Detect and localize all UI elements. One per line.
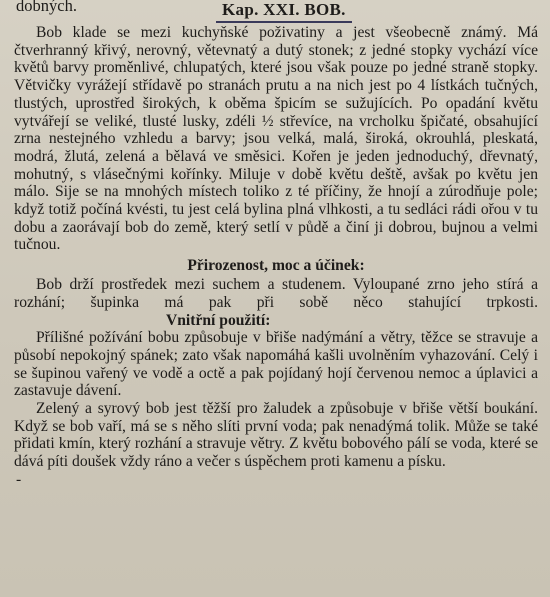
section-heading-internal-use: Vnitřní použití:	[166, 311, 271, 329]
chapter-title: Kap. XXI. BOB.	[216, 0, 352, 23]
nature-paragraph	[14, 276, 538, 329]
page-top-line	[14, 0, 538, 24]
nature-paragraph-text: Bob drží prostředek mezi suchem a studenem. Vyloupané zrno jeho stírá a rozhání; šupinka má pak při sobě něco stahující trpkosti.	[14, 276, 538, 311]
section-heading-nature: Přirozenost, moc a účinek:	[187, 257, 365, 275]
previous-text-tail: dobných.	[16, 0, 77, 15]
internal-use-paragraph-1: Přílišné požívání bobu způsobuje v břiše nadýmání a větry, těžce se stravuje a působí nepokojný spánek; zato však napomáhá kašli uvolněním vyhazování. Celý i se šupinou vařený ve vodě a octě a pak pojídaný hojí červenou nemoc a úplavici a zastavuje dávení.	[14, 329, 538, 400]
trailing-mark: -	[16, 470, 22, 488]
intro-paragraph: Bob klade se mezi kuchyňské poživatiny a jest všeobecně známý. Má čtverhranný křivý, nerovný, větevnatý a dutý stonek; z jedné stopky vychází více květů barvy proměnlivé, chlupatých, které jsou však pouze po jedné straně stopky. Větvičky vyrážejí střídavě po stranách prutu a na nich jest po 4 lístkách tučných, tlustých, uprostřed širokých, k oběma špicím se sužujících. Po opadání květu vytvářejí se veliké, tlusté lusky, zdéli ½ střevíce, na vrcholku špičaté, obsahující zrna nestejného vzhledu a barvy; jsou velká, malá, široká, okrouhlá, pleskatá, modrá, žlutá, zelená a bělavá ve směsici. Kořen je jeden jednoduchý, dřevnatý, mohutný, s vlásečnými kořínky. Miluje v době květu deště, avšak po květu jen málo. Sije se na mnohých místech toliko z té příčiny, že hnojí a zúrodňuje pole; když totiž počíná kvésti, tu jest celá bylina plná vlhkosti, a tu sedláci rádi ořou v tu dobu a zaorávají bob do země, který setlí v půdě a činí ji dobrou, bujnou a velmi tučnou.	[14, 24, 538, 254]
internal-use-paragraph-2: Zelený a syrový bob jest těžší pro žaludek a způsobuje v břiše větší boukání. Když se bob vaří, má se s něho slíti první voda; pak nenadýmá tolik. Může se také přidati kmín, který rozhání a stravuje větry. Z květu bobového pálí se voda, které se dává píti doušek vždy ráno a večer s úspěchem proti kamenu a písku.	[14, 400, 538, 471]
